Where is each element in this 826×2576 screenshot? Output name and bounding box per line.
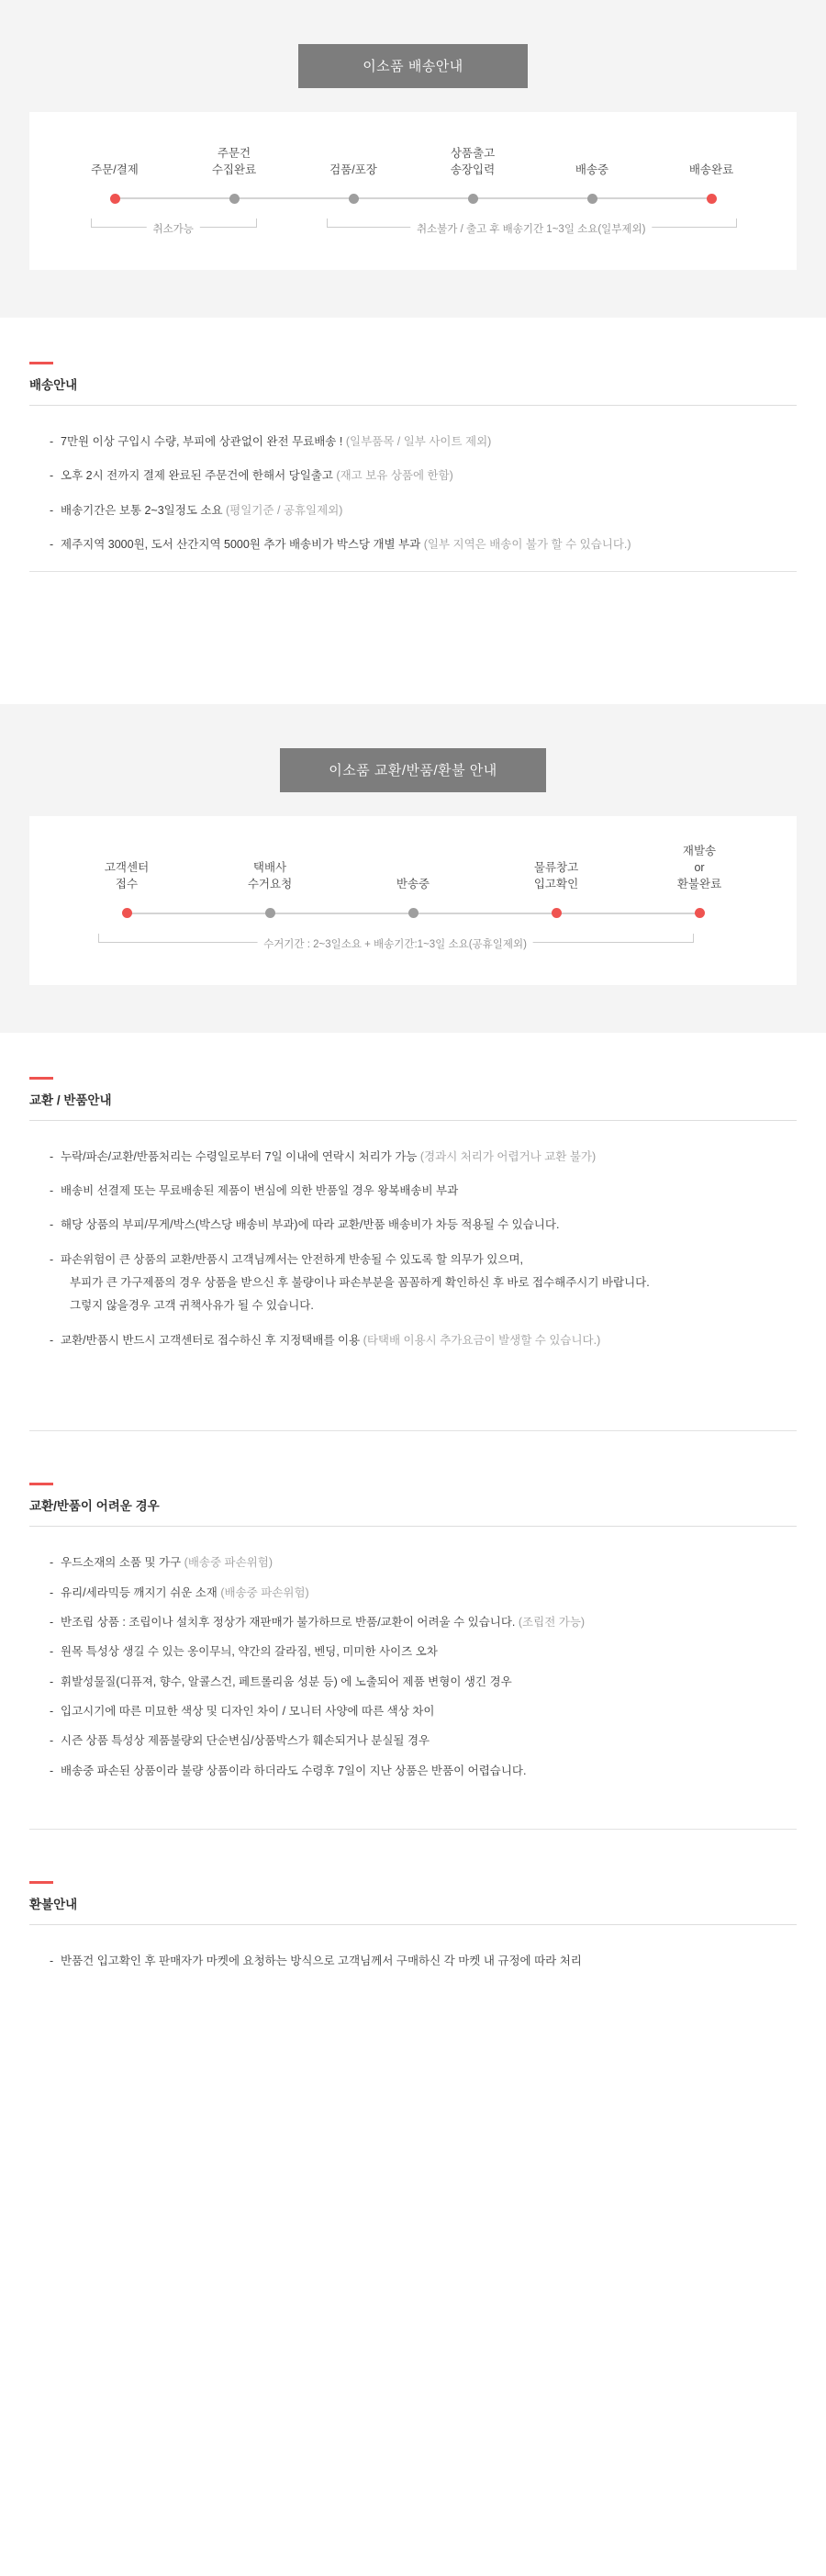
list-text: 시즌 상품 특성상 제품불량외 단순변심/상품박스가 훼손되거나 분실될 경우 <box>61 1734 430 1748</box>
delivery-note-1: 취소가능 <box>146 221 199 236</box>
list-text: 원목 특성상 생길 수 있는 옹이무늬, 약간의 갈라짐, 벤딩, 미미한 사이즈 오차 <box>61 1645 438 1659</box>
list-note: (배송중 파손위험) <box>184 1556 273 1570</box>
exchange-dot-2 <box>265 908 275 918</box>
hard-case-block <box>29 1483 797 1780</box>
list-bullet: - <box>50 1764 54 1777</box>
list-bullet: - <box>50 1556 54 1570</box>
list-bullet: - <box>50 435 54 448</box>
list-text: 배송비 선결제 또는 무료배송된 제품이 변심에 의한 반품일 경우 왕복배송비 부과 <box>61 1183 459 1197</box>
list-subtext-2: 그렇지 않을경우 고객 귀책사유가 될 수 있습니다. <box>70 1299 314 1313</box>
list-text: 반조립 상품 : 조립이나 설치후 정상가 재판매가 불가하므로 반품/교환이 어려울 수 있습니다. (조립전 가능) <box>61 1615 586 1629</box>
exchange-info-list <box>29 1121 797 1350</box>
exchange-banner: 이소품 교환/반품/환불 안내 <box>280 748 546 792</box>
delivery-info-list <box>29 406 797 554</box>
delivery-dot-6 <box>707 194 717 204</box>
delivery-flow-dots <box>55 187 771 209</box>
delivery-banner: 이소품 배송안내 <box>298 44 528 88</box>
list-bullet: - <box>50 1645 54 1659</box>
list-item <box>50 1251 776 1316</box>
delivery-step-label-5: 배송중 <box>575 162 609 176</box>
list-item <box>50 1953 776 1970</box>
list-note: (조립전 가능) <box>518 1615 586 1629</box>
exchange-flow-track <box>55 902 771 924</box>
exchange-flow-box <box>29 816 797 985</box>
exchange-note-1: 수거기간 : 2~3일소요 + 배송기간:1~3일 소요(공휴일제외) <box>257 936 533 951</box>
list-item <box>50 1763 776 1780</box>
delivery-info-block <box>29 362 797 554</box>
accent-rule <box>29 362 53 364</box>
delivery-step-label-6: 배송완료 <box>688 162 734 176</box>
list-bullet: - <box>50 1615 54 1629</box>
delivery-flow-section <box>0 0 826 318</box>
exchange-flow <box>55 840 771 924</box>
list-note: (타택배 이용시 추가요금이 발생할 수 있습니다.) <box>363 1333 601 1347</box>
list-item <box>50 1216 776 1234</box>
spacer <box>0 1983 826 2007</box>
delivery-dot-3 <box>349 194 359 204</box>
delivery-flow-box <box>29 112 797 270</box>
list-item <box>50 433 776 451</box>
list-bullet: - <box>50 538 54 552</box>
delivery-flow <box>55 136 771 209</box>
list-item <box>50 1643 776 1661</box>
list-item <box>50 467 776 485</box>
delivery-dot-4 <box>468 194 478 204</box>
delivery-info-title: 배송안내 <box>29 375 797 406</box>
list-note: (배송중 파손위험) <box>220 1585 309 1599</box>
exchange-step-label-5: 재발송 or 환불완료 <box>676 845 722 891</box>
list-bullet: - <box>50 1954 54 1968</box>
list-note: (경과시 처리가 어렵거나 교환 불가) <box>419 1149 597 1163</box>
exchange-step-label-2: 택배사 수거요청 <box>247 861 293 891</box>
list-bullet: - <box>50 1252 54 1266</box>
list-item <box>50 1182 776 1200</box>
list-bullet: - <box>50 1333 54 1347</box>
list-text: 오후 2시 전까지 결제 완료된 주문건에 한해서 당일출고 (재고 보유 상품에 한함) <box>61 469 453 483</box>
refund-block <box>29 1881 797 1970</box>
refund-list <box>29 1925 797 1970</box>
list-text: 반품건 입고확인 후 판매자가 마켓에 요청하는 방식으로 고객님께서 구매하신 각 마켓 내 규정에 따라 처리 <box>61 1954 582 1968</box>
list-text: 교환/반품시 반드시 고객센터로 접수하신 후 지정택배를 이용 (타택배 이용시 추가요금이 발생할 수 있습니다.) <box>61 1333 601 1347</box>
list-text: 파손위험이 큰 상품의 교환/반품시 고객님께서는 안전하게 반송될 수 있도록 할 의무가 있으며, 부피가 큰 가구제품의 경우 상품을 받으신 후 불량이나 파손부분을 꼼꼼하게 확인하신 후 바로 접수해주시기 바랍니다. 그렇지 않을경우 고객 귀책사유가 될 수 있습니다. <box>61 1251 776 1316</box>
exchange-info-title: 교환 / 반품안내 <box>29 1090 797 1121</box>
list-subtext-1: 부피가 큰 가구제품의 경우 상품을 받으신 후 불량이나 파손부분을 꼼꼼하게 확인하신 후 바로 접수해주시기 바랍니다. <box>70 1276 650 1289</box>
hard-case-list <box>29 1527 797 1780</box>
list-bullet: - <box>50 1705 54 1718</box>
exchange-flow-dots <box>55 902 771 924</box>
list-text: 7만원 이상 구입시 수량, 부피에 상관없이 완전 무료배송 ! (일부품목 / 일부 사이트 제외) <box>61 435 492 448</box>
delivery-step-label-3: 검품/포장 <box>329 162 377 176</box>
list-note: (일부 지역은 배송이 불가 할 수 있습니다.) <box>423 538 631 552</box>
delivery-dot-2 <box>229 194 240 204</box>
accent-rule <box>29 1483 53 1485</box>
list-item <box>50 1332 776 1350</box>
spacer <box>0 1830 826 1881</box>
list-text: 유리/세라믹등 깨지기 쉬운 소재 (배송중 파손위험) <box>61 1585 309 1599</box>
refund-title: 환불안내 <box>29 1894 797 1925</box>
spacer <box>0 1792 826 1816</box>
exchange-info-section <box>0 1033 826 2055</box>
list-item <box>50 1554 776 1572</box>
list-bullet: - <box>50 1218 54 1232</box>
accent-rule <box>29 1077 53 1080</box>
list-bullet: - <box>50 469 54 483</box>
list-note: (평일기준 / 공휴일제외) <box>226 503 343 517</box>
list-item <box>50 1674 776 1691</box>
exchange-dot-4 <box>552 908 562 918</box>
accent-rule <box>29 1881 53 1884</box>
exchange-step-label-1: 고객센터 접수 <box>104 861 150 891</box>
list-note: (일부품목 / 일부 사이트 제외) <box>345 435 492 448</box>
exchange-flow-labels <box>55 840 771 893</box>
list-text: 우드소재의 소품 및 가구 (배송중 파손위험) <box>61 1556 273 1570</box>
delivery-step-label-1: 주문/결제 <box>91 162 139 176</box>
list-text: 입고시기에 따른 미묘한 색상 및 디자인 차이 / 모니터 사양에 따른 색상 차이 <box>61 1705 435 1718</box>
list-bullet: - <box>50 1674 54 1688</box>
delivery-info-section <box>0 318 826 704</box>
list-item <box>50 1614 776 1631</box>
list-bullet: - <box>50 1183 54 1197</box>
list-item <box>50 1703 776 1720</box>
spacer <box>0 1431 826 1483</box>
exchange-dot-5 <box>695 908 705 918</box>
list-item <box>50 536 776 554</box>
hard-case-title: 교환/반품이 어려운 경우 <box>29 1495 797 1527</box>
delivery-dot-5 <box>587 194 597 204</box>
list-text: 휘발성물질(디퓨져, 향수, 알콜스건, 페트롤리움 성분 등) 에 노출되어 제품 변형이 생긴 경우 <box>61 1674 512 1688</box>
list-text: 해당 상품의 부피/무게/박스(박스당 배송비 부과)에 따라 교환/반품 배송비가 차등 적용될 수 있습니다. <box>61 1218 560 1232</box>
list-item <box>50 1148 776 1166</box>
list-bullet: - <box>50 1149 54 1163</box>
delivery-flow-labels <box>55 136 771 178</box>
exchange-dot-3 <box>408 908 419 918</box>
list-text: 배송기간은 보통 2~3일정도 소요 (평일기준 / 공휴일제외) <box>61 503 343 517</box>
list-text: 제주지역 3000원, 도서 산간지역 5000원 추가 배송비가 박스당 개별 부과 (일부 지역은 배송이 불가 할 수 있습니다.) <box>61 538 631 552</box>
delivery-note-2: 취소불가 / 출고 후 배송기간 1~3일 소요(일부제외) <box>410 221 653 236</box>
list-item <box>50 1585 776 1602</box>
list-text: 누락/파손/교환/반품처리는 수령일로부터 7일 이내에 연락시 처리가 가능 (경과시 처리가 어렵거나 교환 불가) <box>61 1149 597 1163</box>
list-text: 배송중 파손된 상품이라 불량 상품이라 하더라도 수령후 7일이 지난 상품은 반품이 어렵습니다. <box>61 1764 527 1777</box>
exchange-flow-section <box>0 704 826 1033</box>
list-bullet: - <box>50 1734 54 1748</box>
delivery-step-label-4: 상품출고 송장입력 <box>450 146 496 176</box>
spacer <box>0 1366 826 1417</box>
spacer <box>0 572 826 656</box>
delivery-flow-track <box>55 187 771 209</box>
list-note: (재고 보유 상품에 한함) <box>336 469 453 483</box>
exchange-info-block <box>29 1077 797 1350</box>
exchange-step-label-3: 반송중 <box>396 878 430 891</box>
exchange-flow-notes <box>55 928 771 965</box>
delivery-flow-notes <box>55 213 771 250</box>
list-bullet: - <box>50 1585 54 1599</box>
delivery-dot-1 <box>110 194 120 204</box>
list-item <box>50 502 776 520</box>
exchange-dot-1 <box>122 908 132 918</box>
list-bullet: - <box>50 503 54 517</box>
exchange-step-label-4: 물류창고 입고확인 <box>533 861 579 891</box>
list-item <box>50 1732 776 1750</box>
delivery-step-label-2: 주문건 수집완료 <box>211 146 257 176</box>
